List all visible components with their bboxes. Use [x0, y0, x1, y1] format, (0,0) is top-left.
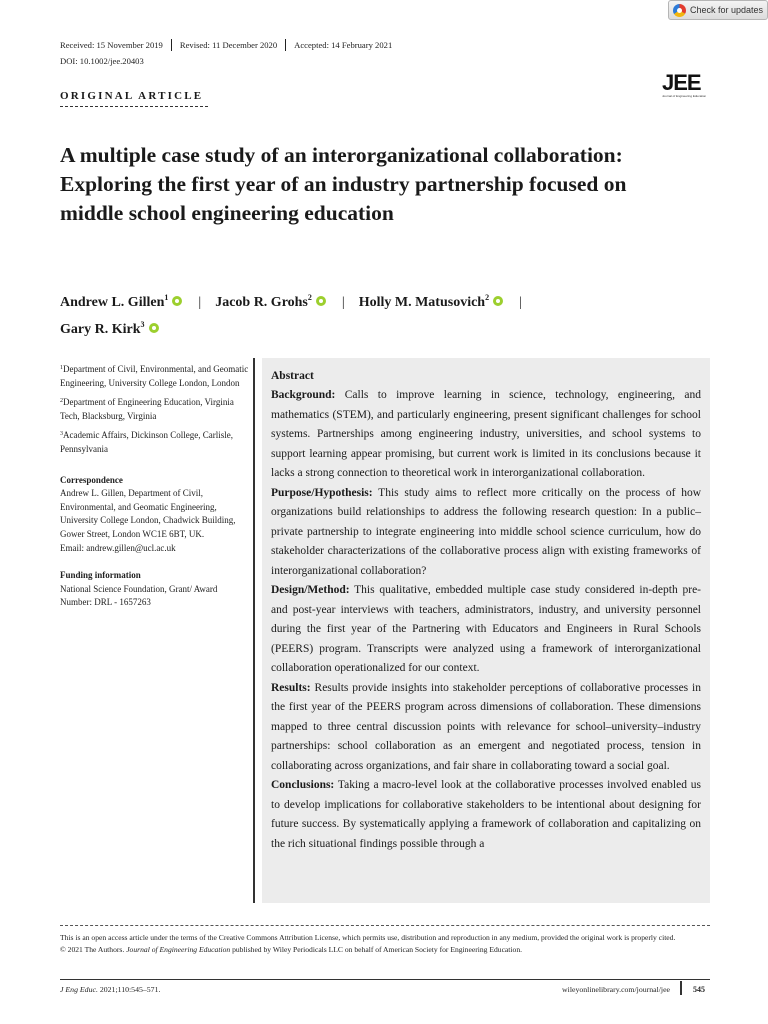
affiliation: $^1$Department of Civil, Environmental, and Geomatic Engineering, University College London, London: [60, 364, 249, 388]
footer-divider: [60, 925, 710, 926]
correspondence-email[interactable]: Email: andrew.gillen@ucl.ac.uk: [60, 542, 176, 553]
article-title: A multiple case study of an interorganizational collaboration: Exploring the first year of an industry partnership focused on middle school engineering education: [60, 143, 627, 225]
funding-heading: Funding information: [60, 570, 141, 581]
check-for-updates-button[interactable]: [668, 0, 768, 20]
author-list: [60, 287, 680, 341]
author[interactable]: Andrew L. Gillen$^1$: [60, 287, 182, 314]
crossmark-icon: [673, 4, 686, 17]
article-type-divider: [60, 106, 208, 107]
abstract-section: Purpose/Hypothesis: This study aims to reflect more critically on the process of how organizations build relationships to address the following research question: In a public–private partnership to integrate engineering into middle school science curriculum, how do stakeholder characterizations of the collaborative process align with existing frameworks of interorganizational collaboration?: [271, 486, 702, 577]
orcid-icon[interactable]: [149, 323, 159, 333]
abstract-section: Background: Calls to improve learning in science, technology, engineering, and mathematics (STEM), and particularly engineering, present significant challenges for school systems. Partnerships among engineering industry, universities, and school systems to support learning appear promising, but current work is limited in its conclusions because it lacks a strong connection to theoretical work in interorganizational collaboration.: [271, 389, 702, 479]
article-type: ORIGINAL ARTICLE: [60, 90, 204, 102]
abstract-section: Conclusions: Taking a macro-level look at the collaborative processes involved enabled us to develop implications for collaborative stakeholders to be intentional about designing for future success. By systematically applying a framework of collaboration and capitalizing on the rich situational findings possible through a: [271, 779, 702, 850]
doi[interactable]: DOI: 10.1002/jee.20403: [60, 56, 144, 66]
page-number-divider: [680, 981, 682, 995]
journal-url[interactable]: wileyonlinelibrary.com/journal/jee: [562, 985, 670, 994]
bottom-divider: [60, 979, 710, 980]
affiliation: $^3$Academic Affairs, Dickinson College, Carlisle, Pennsylvania: [60, 430, 234, 454]
accepted-date: Accepted: 14 February 2021: [285, 39, 400, 51]
revised-date: Revised: 11 December 2020: [171, 39, 285, 51]
article-dates: [60, 39, 400, 51]
license-notice: [60, 932, 710, 956]
journal-logo-subtitle: Journal of Engineering Education: [662, 94, 707, 98]
abstract-box: [262, 358, 710, 903]
orcid-icon[interactable]: [172, 296, 182, 306]
author[interactable]: Holly M. Matusovich$^2$: [359, 287, 503, 314]
abstract-section: Results: Results provide insights into stakeholder perceptions of collaborative processes in the first year of the PEERS program across dimensions of collaboration. These dimensions mapped to three central discussion points with relevance for school–university–industry partnerships: school collaboration as an emergent and negotiated process, tension in collaborating across organizations, and fair share in collaborating toward a social goal.: [271, 681, 701, 772]
article-info-column: [60, 362, 250, 610]
license-line: This is an open access article under the terms of the Creative Commons Attribution License, which permits use, distribution and reproduction in any medium, provided the original work is properly cited.: [60, 933, 676, 942]
received-date: Received: 15 November 2019: [60, 40, 163, 50]
correspondence-address: Andrew L. Gillen, Department of Civil, Environmental, and Geomatic Engineering, University College London, Chadwick Building, Gower Street, London WC1E 6BT, UK.: [60, 488, 236, 539]
orcid-icon[interactable]: [316, 296, 326, 306]
funding-text: National Science Foundation, Grant/ Award Number: DRL - 1657263: [60, 583, 218, 608]
check-for-updates-label: Check for updates: [690, 5, 764, 15]
author-separator: |: [341, 295, 345, 310]
affiliation: $^2$Department of Engineering Education, Virginia Tech, Blacksburg, Virginia: [60, 397, 234, 421]
abstract-side-rule: [253, 358, 255, 903]
journal-logo-mark: JEE: [662, 70, 701, 95]
author[interactable]: Jacob R. Grohs$^2$: [215, 287, 326, 314]
abstract-section: Design/Method: This qualitative, embedded multiple case study considered in-depth pre- and post-year interviews with teachers, administrators, industry, and university personnel during the first year of the Partnering with Educators and Engineers in Rural Schools (PEERS) program. Transcripts were analyzed using a framework of interorganizational collaboration operationalized for our context.: [271, 584, 702, 674]
journal-logo: [662, 70, 710, 98]
author[interactable]: Gary R. Kirk$^3$: [60, 314, 680, 341]
author-separator: |: [198, 295, 202, 310]
abstract-heading: Abstract: [271, 370, 314, 382]
correspondence-heading: Correspondence: [60, 474, 123, 485]
page-number: 545: [693, 985, 705, 994]
citation: J Eng Educ. 2021;110:545–571.: [60, 985, 161, 994]
author-separator: |: [519, 295, 522, 310]
orcid-icon[interactable]: [493, 296, 503, 306]
copyright-line: © 2021 The Authors. Journal of Engineering Education published by Wiley Periodicals LLC on behalf of American Society for Engineering Education.: [60, 945, 523, 954]
